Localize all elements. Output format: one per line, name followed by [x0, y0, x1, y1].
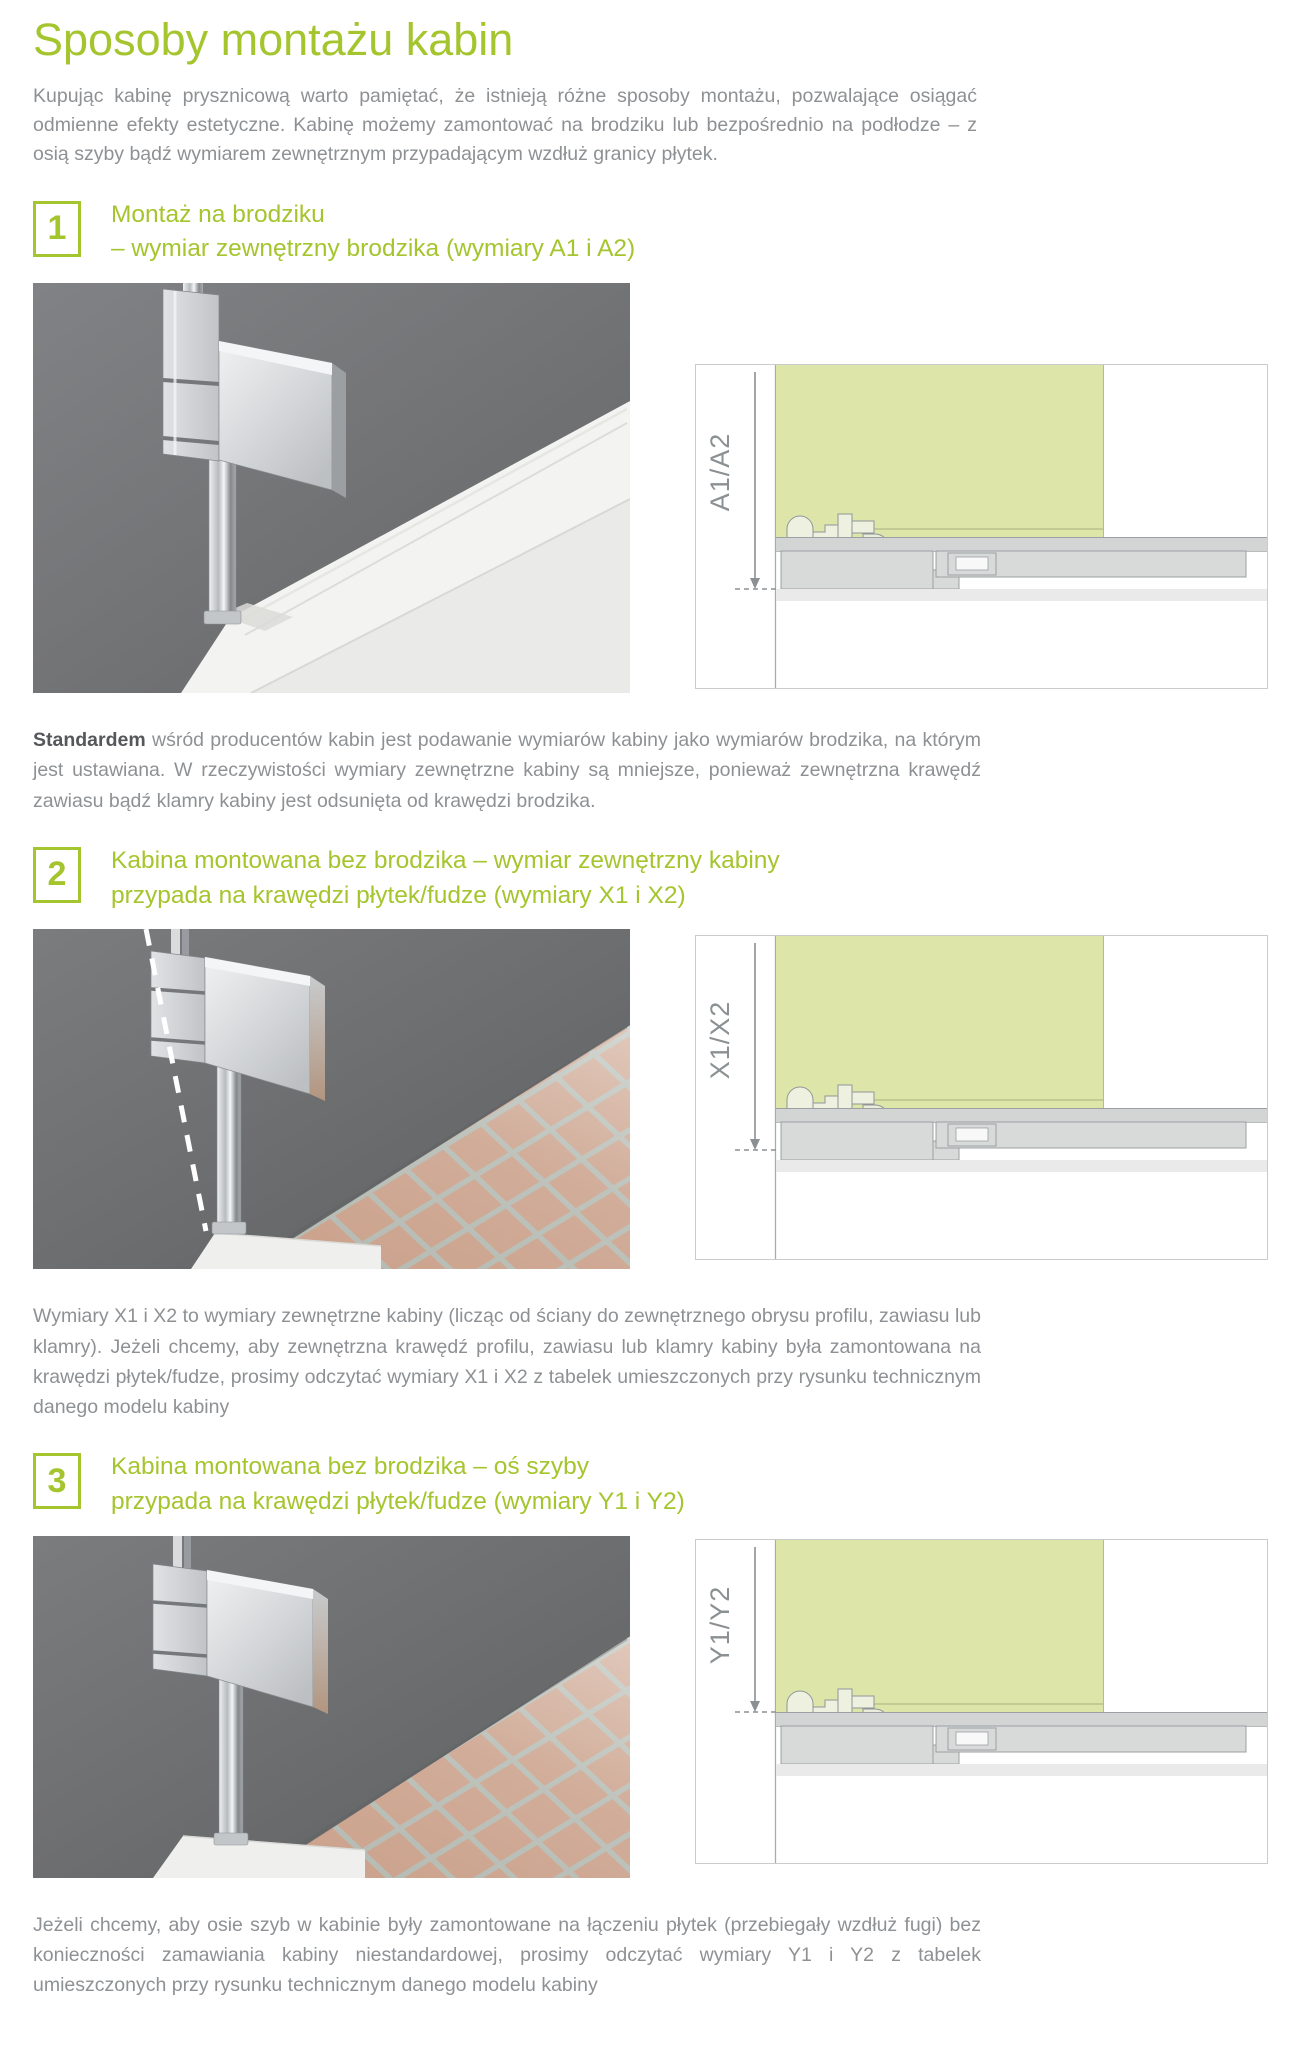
section-2-note	[33, 1301, 981, 1422]
photo-mounting-on-tiles-glass-axis	[33, 1536, 630, 1878]
section-2-header	[33, 844, 1268, 914]
dimension-label: X1/X2	[705, 1001, 735, 1080]
tray-base-layer	[776, 589, 1267, 601]
section-2-number-badge: 2	[33, 847, 81, 903]
dimension-label: A1/A2	[705, 432, 735, 512]
section-3-number-badge: 3	[33, 1453, 81, 1509]
section-2-heading	[111, 844, 780, 914]
note-text: wśród producentów kabin jest podawanie wymiarów kabiny jako wymiarów brodzika, na którym jest ustawiana. W rzeczywistości wymiary zewnętrzne kabiny są mniejsze, ponieważ zewnętrzna krawędź zawiasu bądź klamry kabiny jest odsunięta od krawędzi brodzika.	[33, 729, 981, 812]
glass-pane	[776, 1540, 1104, 1712]
section-3-header	[33, 1450, 1268, 1520]
diagram-x1-x2	[695, 935, 1268, 1260]
section-3-figures	[33, 1536, 1268, 1878]
section-2-heading-line1: Kabina montowana bez brodzika – wymiar zewnętrzny kabiny	[111, 846, 780, 874]
photo-mounting-on-tiles-outer-edge	[33, 929, 630, 1269]
tray-base-layer	[776, 1764, 1267, 1776]
floor-layer	[776, 537, 1267, 552]
glass-pane	[776, 936, 1104, 1108]
note-text: Wymiary X1 i X2 to wymiary zewnętrzne kabiny (licząc od ściany do zewnętrznego obrysu profilu, zawiasu lub klamry). Jeżeli chcemy, aby zewnętrzna krawędź profilu, zawiasu lub klamry kabiny była zamontowana na krawędzi płytek/fudze, prosimy odczytać wymiary X1 i X2 z tabelek umieszczonych przy rysunku technicznym danego modelu kabiny	[33, 1305, 981, 1418]
section-3-note	[33, 1910, 981, 2001]
section-3-heading-line1: Kabina montowana bez brodzika – oś szyby	[111, 1453, 590, 1481]
section-1-heading-line1: Montaż na brodziku	[111, 200, 325, 228]
intro-paragraph: Kupując kabinę prysznicową warto pamiętać, że istnieją różne sposoby montażu, pozwalające osiągać odmienne efekty estetyczne. Kabinę możemy zamontować na brodziku lub bezpośrednio na podłodze – z osią szyby bądź wymiarem zewnętrznym przypadającym wzdłuż granicy płytek.	[33, 84, 977, 166]
dimension-label: Y1/Y2	[705, 1585, 735, 1664]
section-1-number-badge: 1	[33, 201, 81, 257]
floor-layer	[776, 1712, 1267, 1727]
section-3-heading-line2: przypada na krawędzi płytek/fudze (wymiary Y1 i Y2)	[111, 1487, 685, 1515]
page-title: Sposoby montażu kabin	[33, 14, 514, 65]
tray-base-layer	[776, 1160, 1267, 1172]
section-1-heading-line2: – wymiar zewnętrzny brodzika (wymiary A1 i A2)	[111, 235, 636, 263]
section-1-figures	[33, 283, 1268, 693]
diagram-y1-y2	[695, 1539, 1268, 1864]
section-1-heading	[111, 198, 635, 268]
section-1-header	[33, 198, 1268, 268]
section-2-heading-line2: przypada na krawędzi płytek/fudze (wymiary X1 i X2)	[111, 881, 686, 909]
section-2-figures	[33, 929, 1268, 1269]
note-lead-bold: Standardem	[33, 729, 146, 752]
section-1-note	[33, 725, 981, 816]
section-3-heading	[111, 1450, 685, 1520]
note-text: Jeżeli chcemy, aby osie szyb w kabinie były zamontowane na łączeniu płytek (przebiegały wzdłuż fugi) bez konieczności zamawiania kabiny niestandardowej, prosimy odczytać wymiary Y1 i Y2 z tabelek umieszczonych przy rysunku technicznym danego modelu kabiny	[33, 1913, 981, 1997]
glass-pane	[776, 365, 1104, 537]
diagram-a1-a2	[695, 364, 1268, 689]
photo-mounting-on-tray	[33, 283, 630, 693]
floor-layer	[776, 1108, 1267, 1123]
